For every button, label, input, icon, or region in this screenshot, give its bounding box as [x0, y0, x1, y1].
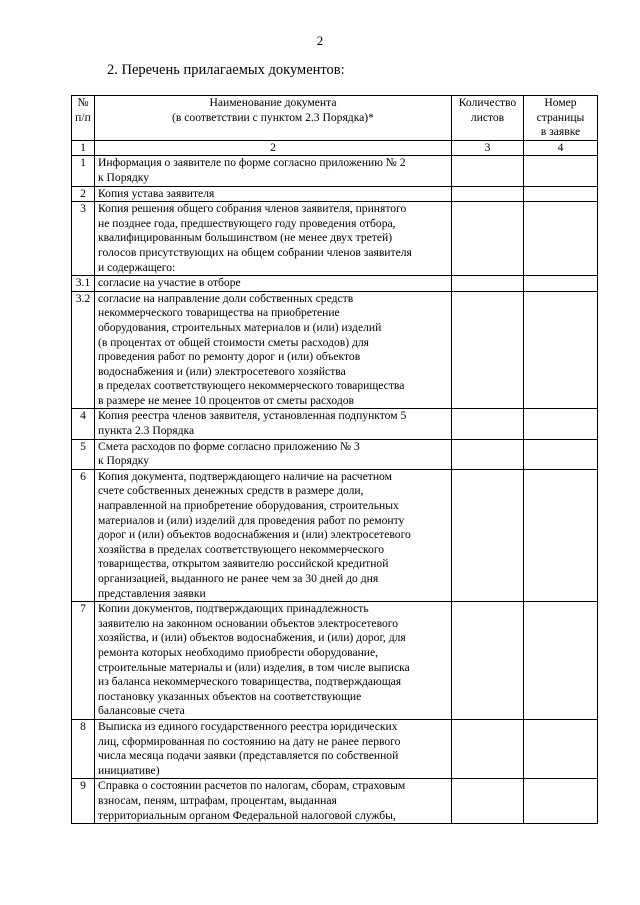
table-row: [72, 291, 598, 409]
table-row: [72, 602, 598, 720]
document-name-line: и содержащего:: [98, 260, 176, 274]
sheet-count-cell[interactable]: [452, 276, 524, 292]
document-name: [95, 469, 452, 601]
document-name-line: инициативе): [98, 763, 160, 777]
table-row: [72, 439, 598, 469]
sheet-count-cell[interactable]: [452, 409, 524, 439]
document-name-line: строительные материалы и (или) изделия, в том числе выписка: [98, 660, 410, 674]
index-row: [72, 140, 598, 156]
index-cell: 2: [95, 140, 452, 156]
document-name-line: Копия документа, подтверждающего наличие на расчетном: [98, 469, 392, 483]
document-name-line: лиц, сформированная по состоянию на дату не ранее первого: [98, 734, 401, 748]
documents-table: [71, 95, 598, 824]
page-number-cell[interactable]: [524, 156, 598, 186]
document-name-line: заявителю на законном основании объектов электросетевого: [98, 616, 399, 630]
document-name-line: квалифицированным большинством (не менее двух третей): [98, 231, 393, 245]
page-number-cell[interactable]: [524, 439, 598, 469]
document-name-line: Информация о заявителе по форме согласно приложению № 2: [98, 156, 406, 170]
header-page: [524, 96, 598, 141]
header-num-line: п/п: [75, 110, 91, 124]
row-number: 1: [72, 156, 95, 186]
document-name-line: водоснабжения и (или) электросетевого хозяйства: [98, 364, 346, 378]
document-name-line: Справка о состоянии расчетов по налогам, сборам, страховым: [98, 779, 406, 793]
document-name-line: представления заявки: [98, 586, 206, 600]
row-number: 7: [72, 602, 95, 720]
document-name-line: дорог и (или) объектов водоснабжения и (или) электросетевого: [98, 528, 411, 542]
document-name-line: территориальным органом Федеральной налоговой службы,: [98, 808, 396, 822]
document-name-line: числа месяца подачи заявки (представляется по собственной: [98, 749, 399, 763]
page-number-cell[interactable]: [524, 276, 598, 292]
document-name-line: в пределах соответствующего некоммерческого товарищества: [98, 379, 405, 393]
document-name-line: счете собственных денежных средств в размере доли,: [98, 484, 364, 498]
document-name-line: балансовые счета: [98, 704, 185, 718]
document-name-line: Смета расходов по форме согласно приложению № 3: [98, 439, 360, 453]
header-page-line: страницы: [536, 110, 585, 124]
header-name-line: Наименование документа: [209, 96, 337, 109]
sheet-count-cell[interactable]: [452, 186, 524, 202]
table-row: [72, 409, 598, 439]
document-name-line: пункта 2.3 Порядка: [98, 424, 195, 438]
document-name-line: к Порядку: [98, 454, 149, 468]
table-row: [72, 469, 598, 601]
page-number-cell[interactable]: [524, 409, 598, 439]
sheet-count-cell[interactable]: [452, 602, 524, 720]
row-number: 8: [72, 719, 95, 778]
document-name-line: Копия устава заявителя: [98, 186, 215, 200]
section-title: 2. Перечень прилагаемых документов:: [107, 62, 345, 78]
document-name-line: постановку указанных объектов на соответствующие: [98, 689, 362, 703]
sheet-count-cell[interactable]: [452, 202, 524, 276]
row-number: 3.1: [72, 276, 95, 292]
header-count-line: листов: [470, 110, 505, 124]
document-name-line: согласие на участие в отборе: [98, 276, 241, 290]
document-name-line: ремонта которых необходимо приобрести оборудование,: [98, 645, 379, 659]
header-count: [452, 96, 524, 141]
sheet-count-cell[interactable]: [452, 439, 524, 469]
document-name-line: (в процентах от общей стоимости сметы расходов) для: [98, 335, 369, 349]
sheet-count-cell[interactable]: [452, 291, 524, 409]
document-name-line: голосов присутствующих на общем собрании членов заявителя: [98, 245, 412, 259]
header-name: [95, 96, 452, 141]
document-name: [95, 439, 452, 469]
document-name: [95, 719, 452, 778]
document-name: [95, 202, 452, 276]
document-name: [95, 156, 452, 186]
sheet-count-cell[interactable]: [452, 156, 524, 186]
page-number-cell[interactable]: [524, 186, 598, 202]
header-count-line: Количество: [458, 96, 517, 109]
header-name-line: (в соответствии с пунктом 2.3 Порядка)*: [172, 110, 374, 124]
document-name-line: оборудования, строительных материалов и (или) изделий: [98, 320, 382, 334]
index-cell: 1: [72, 140, 95, 156]
page-number-cell[interactable]: [524, 291, 598, 409]
row-number: 3: [72, 202, 95, 276]
document-name-line: взносам, пеням, штрафам, процентам, выданная: [98, 793, 337, 807]
document-name-line: согласие на направление доли собственных средств: [98, 291, 354, 305]
row-number: 3.2: [72, 291, 95, 409]
document-name: [95, 779, 452, 824]
table-row: [72, 202, 598, 276]
row-number: 4: [72, 409, 95, 439]
row-number: 9: [72, 779, 95, 824]
document-name: [95, 602, 452, 720]
sheet-count-cell[interactable]: [452, 469, 524, 601]
document-name-line: из баланса некоммерческого товарищества, подтверждающая: [98, 675, 402, 689]
index-cell: 4: [524, 140, 598, 156]
document-name-line: хозяйства, и (или) объектов водоснабжения, и (или) дорог, для: [98, 631, 406, 645]
page-number-cell[interactable]: [524, 469, 598, 601]
header-page-line: в заявке: [540, 125, 581, 139]
document-name-line: не позднее года, предшествующего году проведения отбора,: [98, 216, 396, 230]
table-row: [72, 779, 598, 824]
header-num: [72, 96, 95, 141]
document-name-line: Выписка из единого государственного реестра юридических: [98, 719, 398, 733]
document-name-line: Копия реестра членов заявителя, установленная подпунктом 5: [98, 409, 407, 423]
document-name-line: Копии документов, подтверждающих принадлежность: [98, 602, 369, 616]
document-name-line: направленной на приобретение оборудования, строительных: [98, 499, 399, 513]
row-number: 6: [72, 469, 95, 601]
document-name-line: Копия решения общего собрания членов заявителя, принятого: [98, 202, 407, 216]
table-row: [72, 156, 598, 186]
header-page-line: Номер: [544, 96, 577, 109]
table-row: [72, 719, 598, 778]
page-number-cell[interactable]: [524, 202, 598, 276]
document-name-line: хозяйства в пределах соответствующего некоммерческого: [98, 542, 385, 556]
document-name-line: товарищества, открытом заявителю российской кредитной: [98, 557, 389, 571]
document-name-line: материалов и (или) изделий для проведения работ по ремонту: [98, 513, 405, 527]
header-num-line: №: [77, 96, 89, 109]
row-number: 5: [72, 439, 95, 469]
document-name-line: некоммерческого товарищества на приобретение: [98, 306, 340, 320]
document-name: [95, 276, 452, 292]
page-number-cell[interactable]: [524, 779, 598, 824]
document-name-line: в размере не менее 10 процентов от сметы расходов: [98, 393, 355, 407]
document-name: [95, 409, 452, 439]
row-number: 2: [72, 186, 95, 202]
page-number: 2: [316, 33, 324, 48]
documents-table-body: [72, 156, 598, 824]
page-number-cell[interactable]: [524, 719, 598, 778]
table-row: [72, 276, 598, 292]
index-cell: 3: [452, 140, 524, 156]
document-name-line: к Порядку: [98, 170, 149, 184]
document-name-line: проведения работ по ремонту дорог и (или) объектов: [98, 350, 361, 364]
document-name-line: организацией, выданного не ранее чем за 30 дней до дня: [98, 572, 379, 585]
sheet-count-cell[interactable]: [452, 779, 524, 824]
sheet-count-cell[interactable]: [452, 719, 524, 778]
table-row: [72, 186, 598, 202]
header-row: [72, 96, 598, 141]
document-name: [95, 186, 452, 202]
page-number-cell[interactable]: [524, 602, 598, 720]
document-name: [95, 291, 452, 409]
